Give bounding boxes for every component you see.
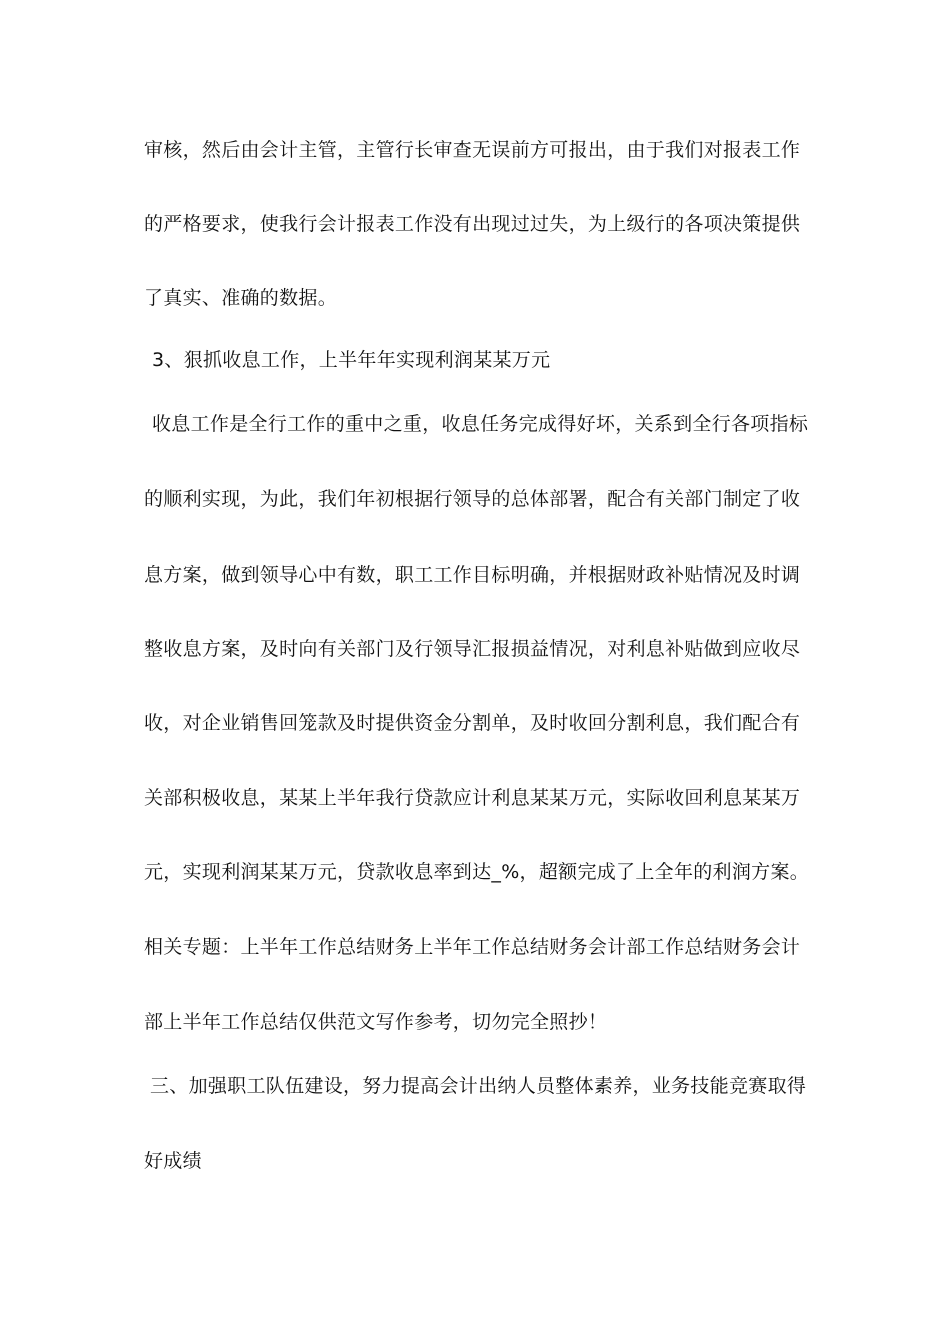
- related-topics-line-1: 相关专题：上半年工作总结财务上半年工作总结财务会计部工作总结财务会计: [144, 936, 801, 958]
- paragraph-line-8: 整收息方案，及时向有关部门及行领导汇报损益情况，对利息补贴做到应收尽: [144, 638, 801, 660]
- paragraph-line-9: 收，对企业销售回笼款及时提供资金分割单，及时收回分割利息，我们配合有: [144, 712, 801, 734]
- section-heading-three: 三、加强职工队伍建设，努力提高会计出纳人员整体素养，业务技能竞赛取得: [150, 1075, 807, 1097]
- section-heading-3: 3、狠抓收息工作，上半年年实现利润某某万元: [152, 349, 551, 371]
- paragraph-line-11: 元，实现利润某某万元，贷款收息率到达_%，超额完成了上全年的利润方案。: [144, 861, 810, 883]
- section-heading-three-cont: 好成绩: [144, 1150, 202, 1172]
- paragraph-line-6: 的顺利实现，为此，我们年初根据行领导的总体部署，配合有关部门制定了收: [144, 488, 801, 510]
- paragraph-line-3: 了真实、准确的数据。: [144, 287, 338, 309]
- paragraph-line-7: 息方案，做到领导心中有数，职工工作目标明确，并根据财政补贴情况及时调: [144, 564, 801, 586]
- paragraph-line-5: 收息工作是全行工作的重中之重，收息任务完成得好坏，关系到全行各项指标: [152, 413, 809, 435]
- paragraph-line-10: 关部积极收息，某某上半年我行贷款应计利息某某万元，实际收回利息某某万: [144, 787, 801, 809]
- paragraph-line-1: 审核，然后由会计主管，主管行长审查无误前方可报出，由于我们对报表工作: [144, 139, 801, 161]
- related-topics-line-2: 部上半年工作总结仅供范文写作参考，切勿完全照抄！: [144, 1011, 608, 1033]
- paragraph-line-2: 的严格要求，使我行会计报表工作没有出现过过失，为上级行的各项决策提供: [144, 213, 801, 235]
